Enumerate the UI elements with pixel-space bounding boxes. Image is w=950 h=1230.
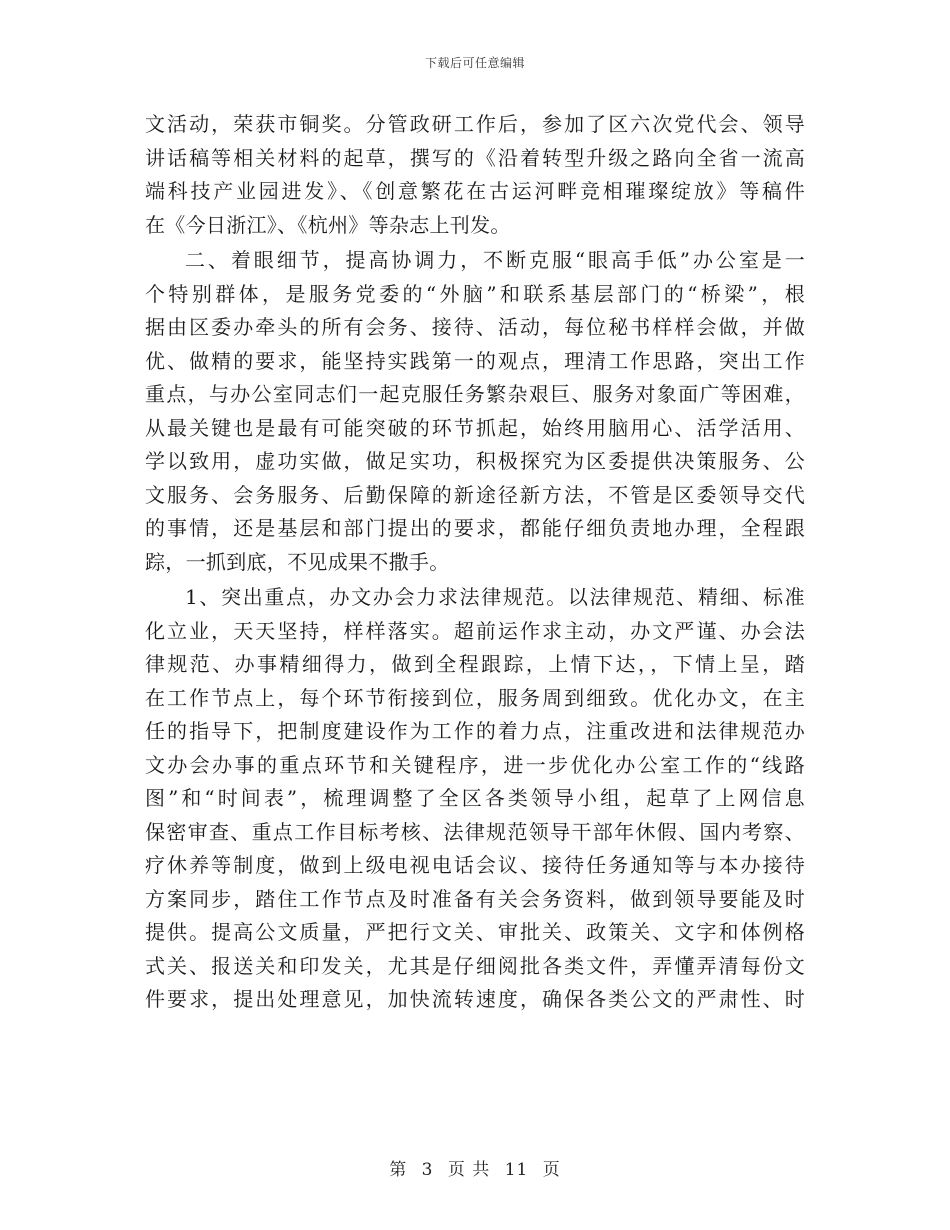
footer-prefix: 第 (389, 1160, 408, 1180)
text-line: 1、突出重点，办文办会力求法律规范。以法律规范、精细、标准 (185, 585, 805, 609)
text-line: 保密审查、重点工作目标考核、法律规范领导干部年休假、国内考察、 (145, 819, 805, 844)
text-line: 的事情，还是基层和部门提出的要求，都能仔细负责地办理，全程跟 (145, 516, 805, 540)
text-line: 讲话稿等相关材料的起草，撰写的《沿着转型升级之路向全省一流高 (145, 145, 805, 170)
text-line: 件要求，提出处理意见，加快流转速度，确保各类公文的严肃性、时 (145, 987, 805, 1011)
footer-middle: 页 共 (447, 1160, 491, 1180)
text-line: 图”和“时间表”，梳理调整了全区各类领导小组，起草了上网信息 (145, 786, 805, 810)
text-line: 式关、报送关和印发关，尤其是仔细阅批各类文件，弄懂弄清每份文 (145, 953, 805, 978)
paragraph (145, 244, 805, 579)
text-line: 从最关键也是最有可能突破的环节抓起，始终用脑用心、活学活用、 (145, 415, 805, 440)
page-header: 下载后可任意编辑 (424, 56, 525, 70)
text-line: 据由区委办牵头的所有会务、接待、活动，每位秘书样样会做，并做 (145, 315, 805, 339)
current-page-number: 3 (421, 1160, 434, 1180)
page-footer (0, 1155, 950, 1180)
text-line: 个特别群体，是服务党委的“外脑”和联系基层部门的“桥梁”，根 (145, 281, 805, 306)
paragraph (145, 108, 805, 242)
text-line: 文办会办事的重点环节和关键程序，进一步优化办公室工作的“线路 (145, 752, 805, 777)
text-line: 任的指导下，把制度建设作为工作的着力点，注重改进和法律规范办 (145, 719, 805, 743)
text-line: 端科技产业园进发》、《创意繁花在古运河畔竞相璀璨绽放》等稿件 (145, 179, 805, 203)
footer-suffix: 页 (542, 1160, 561, 1180)
text-line: 律规范、办事精细得力，做到全程跟踪，上情下达，，下情上呈，踏 (145, 652, 805, 676)
text-line: 文服务、会务服务、后勤保障的新途径新方法，不管是区委领导交代 (145, 482, 805, 507)
text-line: 二、着眼细节，提高协调力，不断克服“眼高手低”办公室是一 (185, 248, 805, 272)
text-line: 文活动，荣获市铜奖。分管政研工作后，参加了区六次党代会、领导 (145, 112, 805, 136)
document-body (145, 108, 805, 1017)
text-line: 在工作节点上，每个环节衔接到位，服务周到细致。优化办文，在主 (145, 685, 805, 710)
text-line: 学以致用，虚功实做，做足实功，积极探究为区委提供决策服务、公 (145, 449, 805, 473)
text-line: 方案同步，踏住工作节点及时准备有关会务资料，做到领导要能及时 (145, 886, 805, 911)
text-line: 化立业，天天坚持，样样落实。超前运作求主动，办文严谨、办会法 (145, 618, 805, 643)
text-line: 疗休养等制度，做到上级电视电话会议、接待任务通知等与本办接待 (145, 853, 805, 877)
total-page-count: 11 (504, 1160, 529, 1180)
text-line: 踪，一抓到底，不见成果不撒手。 (145, 549, 450, 574)
text-line: 在《今日浙江》、《杭州》等杂志上刊发。 (145, 212, 511, 237)
text-line: 提供。提高公文质量，严把行文关、审批关、政策关、文字和体例格 (145, 920, 805, 944)
text-line: 优、做精的要求，能坚持实践第一的观点，理清工作思路，突出工作 (145, 348, 805, 373)
paragraph (145, 581, 805, 1017)
text-line: 重点，与办公室同志们一起克服任务繁杂艰巨、服务对象面广等困难， (145, 382, 805, 406)
